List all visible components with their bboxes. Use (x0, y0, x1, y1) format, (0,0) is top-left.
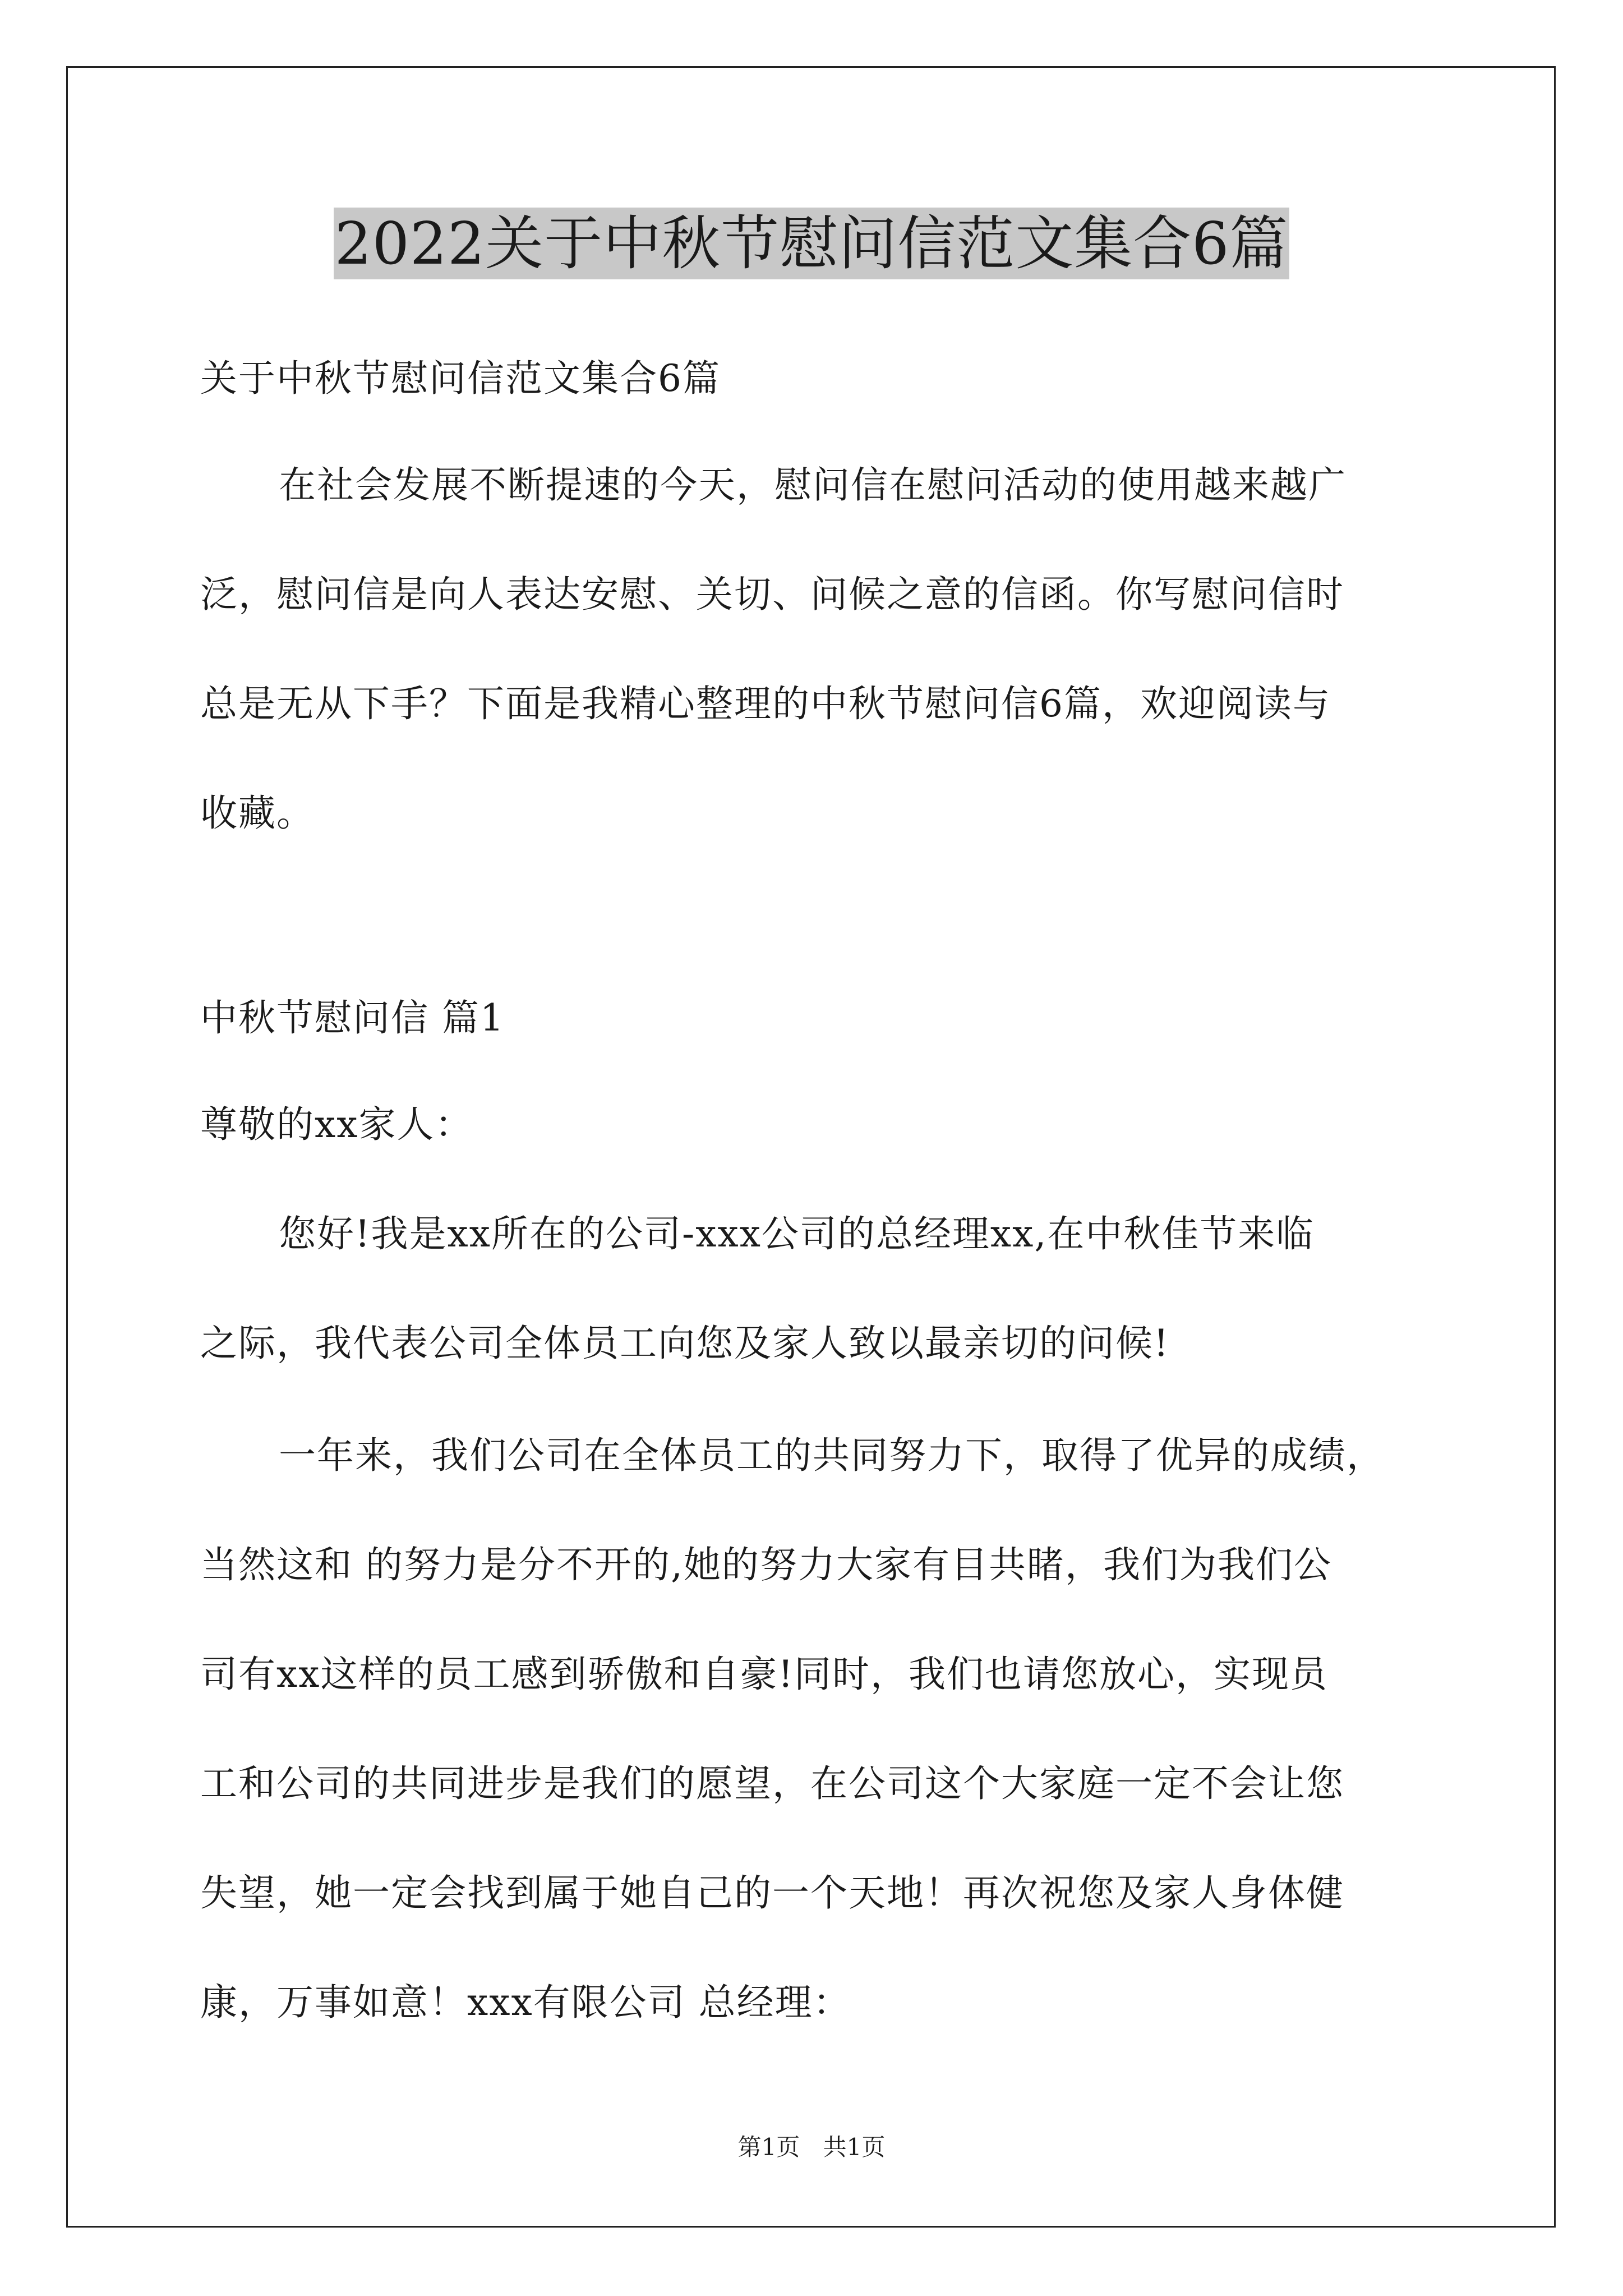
body-line: 您好!我是xx所在的公司-xxx公司的总经理xx,在中秋佳节来临 (279, 1212, 1315, 1255)
document-subtitle: 关于中秋节慰问信范文集合6篇 (200, 357, 721, 400)
body-line: 一年来，我们公司在全体员工的共同努力下，取得了优异的成绩， (279, 1434, 1385, 1477)
body-line: 司有xx这样的员工感到骄傲和自豪!同时，我们也请您放心，实现员 (200, 1653, 1328, 1696)
document-title: 2022关于中秋节慰问信范文集合6篇 (334, 208, 1290, 279)
page-number-current: 第1页 (737, 2133, 800, 2161)
body-line: 之际，我代表公司全体员工向您及家人致以最亲切的问候! (200, 1322, 1170, 1365)
page-footer (0, 2133, 1623, 2161)
intro-line: 泛，慰问信是向人表达安慰、关切、问候之意的信函。你写慰问信时 (200, 573, 1344, 616)
intro-line: 收藏。 (200, 792, 315, 835)
body-line: 当然这和 的努力是分不开的,她的努力大家有目共睹，我们为我们公 (200, 1543, 1332, 1586)
body-line: 康，万事如意！xxx有限公司 总经理： (200, 1981, 851, 2024)
body-line: 失望，她一定会找到属于她自己的一个天地！再次祝您及家人身体健 (200, 1871, 1344, 1915)
body-line: 工和公司的共同进步是我们的愿望，在公司这个大家庭一定不会让您 (200, 1762, 1344, 1805)
intro-line: 总是无从下手？下面是我精心整理的中秋节慰问信6篇，欢迎阅读与 (200, 682, 1331, 725)
letter-salutation: 尊敬的xx家人： (200, 1103, 473, 1146)
intro-line: 在社会发展不断提速的今天，慰问信在慰问活动的使用越来越广 (279, 463, 1347, 507)
page-number-total: 共1页 (823, 2133, 886, 2161)
section-heading: 中秋节慰问信 篇1 (200, 996, 505, 1039)
